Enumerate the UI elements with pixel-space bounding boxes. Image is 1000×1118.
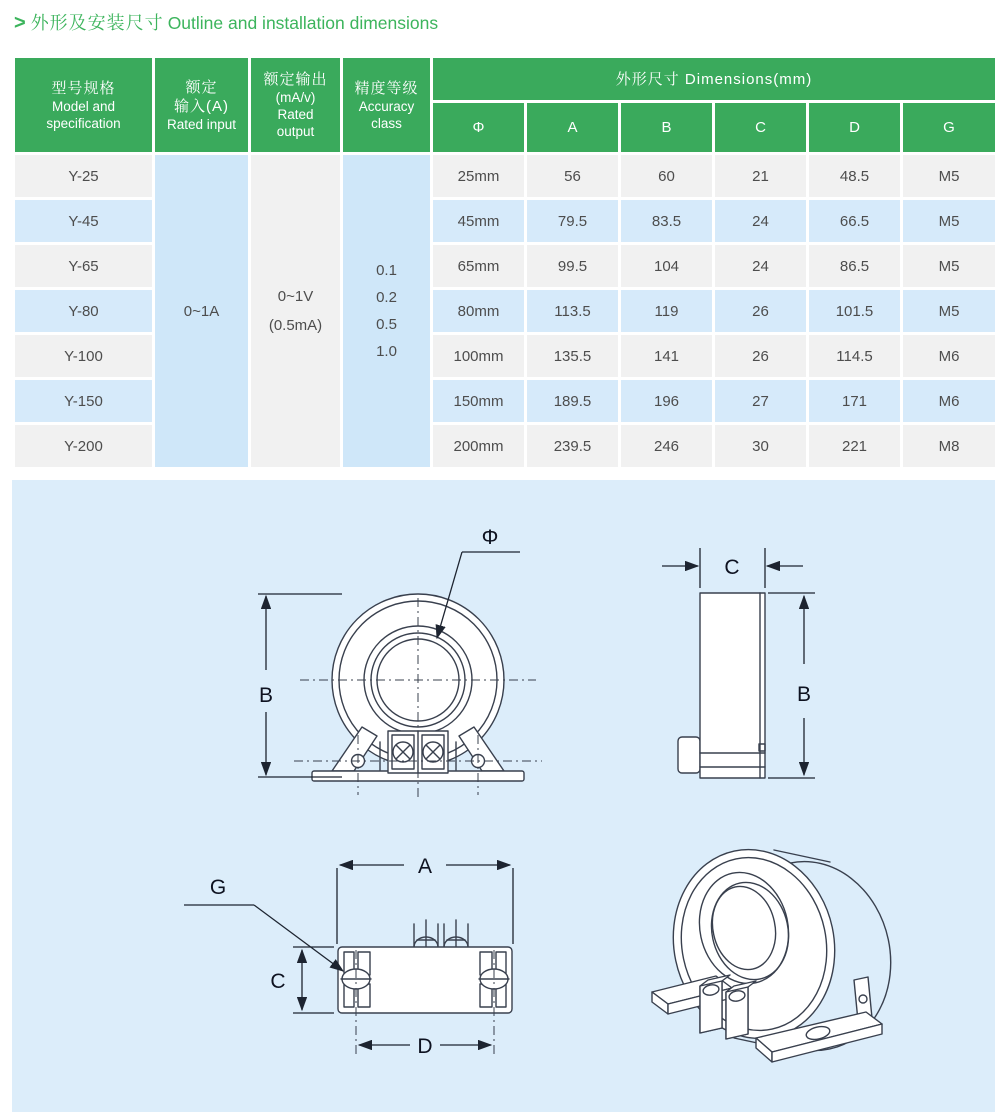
cell-rated-input: 0~1A xyxy=(154,154,250,469)
header-dim-b: B xyxy=(620,102,714,154)
header-dim-c: C xyxy=(714,102,808,154)
header-model xyxy=(14,57,154,154)
accuracy-class: 0.2 xyxy=(376,289,397,306)
header-accuracy xyxy=(342,57,432,154)
header-rated-output-en1: Rated xyxy=(277,107,314,122)
dim-label-a-bottom: A xyxy=(417,855,433,878)
cell-a: 189.5 xyxy=(526,379,620,424)
cell-phi: 150mm xyxy=(432,379,526,424)
cell-g: M5 xyxy=(902,289,997,334)
header-accuracy-en1: Accuracy xyxy=(358,98,415,114)
cell-g: M8 xyxy=(902,424,997,469)
header-rated-output-zh: 额定输出 xyxy=(263,71,328,88)
rated-output-line2: (0.5mA) xyxy=(268,317,323,334)
header-dim-g: G xyxy=(902,102,997,154)
cell-g: M5 xyxy=(902,244,997,289)
header-rated-input-en: Rated input xyxy=(166,116,237,132)
cell-b: 104 xyxy=(620,244,714,289)
cell-phi: 65mm xyxy=(432,244,526,289)
cell-phi: 25mm xyxy=(432,154,526,199)
accuracy-class: 0.5 xyxy=(376,316,397,333)
header-accuracy-zh: 精度等级 xyxy=(354,79,419,97)
cell-a: 135.5 xyxy=(526,334,620,379)
page-title-zh: 外形及安装尺寸 xyxy=(30,13,164,33)
drawings-panel xyxy=(12,480,995,1112)
header-model-en1: Model and xyxy=(51,98,116,114)
cell-a: 56 xyxy=(526,154,620,199)
bottom-view xyxy=(184,855,513,1058)
cell-c: 30 xyxy=(714,424,808,469)
cell-rated-output xyxy=(250,154,342,469)
cell-c: 27 xyxy=(714,379,808,424)
cell-c: 24 xyxy=(714,199,808,244)
cell-c: 26 xyxy=(714,334,808,379)
cell-d: 101.5 xyxy=(808,289,902,334)
dim-label-c-side: C xyxy=(724,556,740,579)
header-rated-output-en2: output xyxy=(276,124,315,139)
cell-model: Y-200 xyxy=(14,424,154,469)
cell-g: M6 xyxy=(902,379,997,424)
cell-a: 99.5 xyxy=(526,244,620,289)
cell-c: 21 xyxy=(714,154,808,199)
dim-label-g-bottom: G xyxy=(209,876,227,899)
accuracy-class: 1.0 xyxy=(376,343,397,360)
header-dim-d: D xyxy=(808,102,902,154)
cell-b: 141 xyxy=(620,334,714,379)
dim-label-phi: Φ xyxy=(481,526,499,549)
cell-model: Y-100 xyxy=(14,334,154,379)
dim-label-b-front: B xyxy=(258,684,274,707)
cell-model: Y-45 xyxy=(14,199,154,244)
header-model-zh: 型号规格 xyxy=(51,79,116,97)
dim-label-b-side: B xyxy=(796,683,812,706)
cell-model: Y-65 xyxy=(14,244,154,289)
header-rated-input xyxy=(154,57,250,154)
page-title-en: Outline and installation dimensions xyxy=(167,13,439,33)
header-rated-input-zh2: 输入(A) xyxy=(174,97,229,115)
title-arrow-icon: > xyxy=(14,12,26,34)
cell-g: M5 xyxy=(902,199,997,244)
header-accuracy-en2: class xyxy=(371,115,402,131)
dim-label-d-bottom: D xyxy=(417,1035,433,1058)
table-row xyxy=(14,154,997,199)
cell-d: 221 xyxy=(808,424,902,469)
cell-d: 86.5 xyxy=(808,244,902,289)
cell-model: Y-25 xyxy=(14,154,154,199)
cell-g: M6 xyxy=(902,334,997,379)
technical-drawing xyxy=(12,480,995,1112)
cell-phi: 80mm xyxy=(432,289,526,334)
cell-b: 60 xyxy=(620,154,714,199)
cell-phi: 45mm xyxy=(432,199,526,244)
dimensions-table xyxy=(12,55,998,470)
cell-a: 79.5 xyxy=(526,199,620,244)
cell-model: Y-80 xyxy=(14,289,154,334)
cell-b: 119 xyxy=(620,289,714,334)
dim-label-c-bottom: C xyxy=(270,970,286,993)
cell-d: 48.5 xyxy=(808,154,902,199)
cell-phi: 100mm xyxy=(432,334,526,379)
cell-d: 66.5 xyxy=(808,199,902,244)
cell-accuracy xyxy=(342,154,432,469)
cell-b: 83.5 xyxy=(620,199,714,244)
cell-d: 114.5 xyxy=(808,334,902,379)
cell-a: 239.5 xyxy=(526,424,620,469)
accuracy-class: 0.1 xyxy=(376,262,397,279)
cell-a: 113.5 xyxy=(526,289,620,334)
perspective-view xyxy=(652,834,908,1065)
header-rated-output xyxy=(250,57,342,154)
rated-output-line1: 0~1V xyxy=(277,288,314,305)
cell-g: M5 xyxy=(902,154,997,199)
cell-c: 24 xyxy=(714,244,808,289)
front-view xyxy=(258,526,542,798)
header-dim-a: A xyxy=(526,102,620,154)
cell-d: 171 xyxy=(808,379,902,424)
header-model-en2: specification xyxy=(46,115,121,131)
cell-c: 26 xyxy=(714,289,808,334)
header-rated-output-unit: (mA/v) xyxy=(275,90,316,105)
cell-b: 196 xyxy=(620,379,714,424)
header-dimensions-group: 外形尺寸 Dimensions(mm) xyxy=(432,57,997,102)
header-rated-input-zh1: 额定 xyxy=(185,78,218,96)
side-view xyxy=(662,548,815,778)
header-dim-phi: Φ xyxy=(432,102,526,154)
cell-phi: 200mm xyxy=(432,424,526,469)
page-title xyxy=(14,9,438,35)
cell-model: Y-150 xyxy=(14,379,154,424)
cell-b: 246 xyxy=(620,424,714,469)
